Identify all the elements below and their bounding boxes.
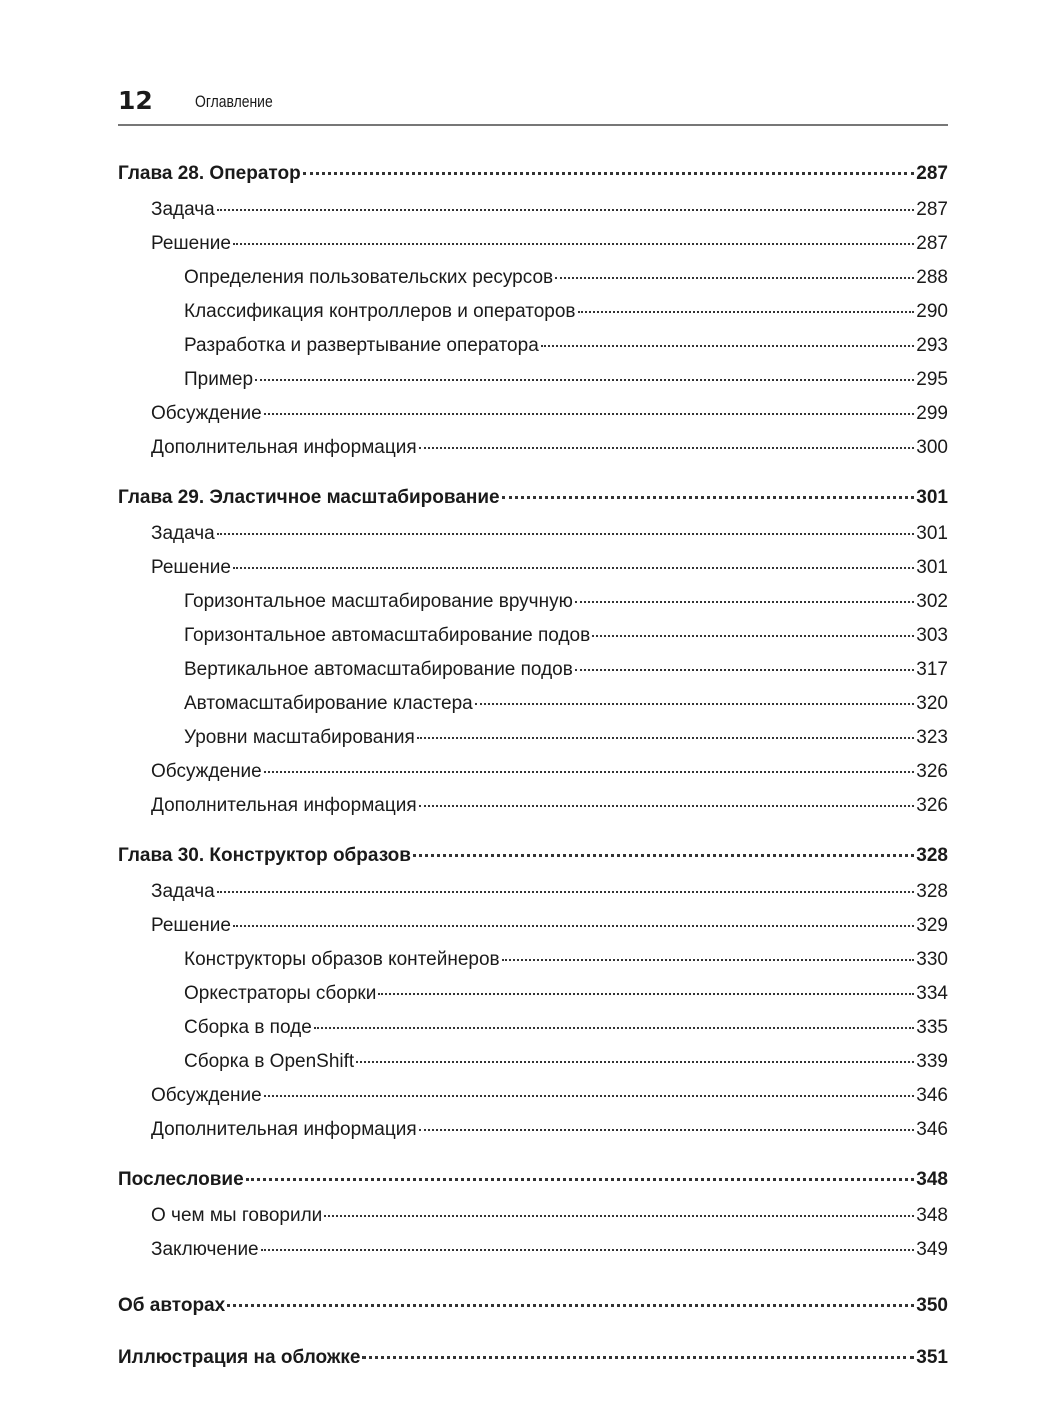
entry-page: 317 [916,659,948,680]
dot-leader [419,1129,915,1131]
toc-chapter-entry[interactable] [118,487,948,523]
toc-section-entry[interactable] [118,369,948,403]
entry-title: О чем мы говорили [151,1205,323,1226]
dot-leader [264,413,915,415]
dot-leader [264,1095,915,1097]
dot-leader [417,737,915,739]
entry-title: Задача [151,881,215,902]
dot-leader [502,959,915,961]
entry-title: Задача [151,523,215,544]
dot-leader [575,669,914,671]
dot-leader [314,1027,915,1029]
toc-section-entry[interactable] [118,915,948,949]
dot-leader [378,993,914,995]
entry-title: Решение [151,915,231,936]
entry-title: Глава 30. Конструктор образов [118,845,411,866]
toc-section-entry[interactable] [118,881,948,915]
dot-leader [303,172,915,175]
toc-section-entry[interactable] [118,625,948,659]
entry-title: Конструкторы образов контейнеров [184,949,500,970]
toc-section-entry[interactable] [118,693,948,727]
entry-page: 348 [916,1169,948,1190]
entry-page: 346 [916,1119,948,1140]
dot-leader [419,805,915,807]
toc-section-entry[interactable] [118,949,948,983]
entry-page: 302 [916,591,948,612]
toc-section-entry[interactable] [118,1085,948,1119]
entry-page: 301 [916,487,948,508]
table-of-contents [118,163,948,1383]
toc-section-entry[interactable] [118,557,948,591]
entry-page: 330 [916,949,948,970]
toc-section-entry[interactable] [118,1239,948,1273]
toc-section-entry[interactable] [118,591,948,625]
entry-page: 303 [916,625,948,646]
entry-title: Сборка в поде [184,1017,312,1038]
entry-page: 328 [916,881,948,902]
dot-leader [233,567,914,569]
entry-title: Иллюстрация на обложке [118,1347,361,1368]
entry-page: 329 [916,915,948,936]
toc-section-entry[interactable] [118,437,948,471]
dot-leader [575,601,914,603]
entry-page: 350 [916,1295,948,1316]
entry-title: Глава 28. Оператор [118,163,301,184]
dot-leader [264,771,915,773]
entry-page: 335 [916,1017,948,1038]
entry-page: 301 [916,557,948,578]
entry-page: 301 [916,523,948,544]
dot-leader [362,1356,914,1359]
dot-leader [233,243,914,245]
entry-title: Решение [151,557,231,578]
dot-leader [419,447,915,449]
toc-section-entry[interactable] [118,659,948,693]
entry-page: 326 [916,761,948,782]
entry-title: Глава 29. Эластичное масштабирование [118,487,500,508]
entry-page: 287 [916,199,948,220]
dot-leader [592,635,914,637]
entry-title: Решение [151,233,231,254]
toc-section-entry[interactable] [118,199,948,233]
toc-section-entry[interactable] [118,795,948,829]
running-header [118,86,948,126]
entry-title: Вертикальное автомасштабирование подов [184,659,573,680]
entry-page: 299 [916,403,948,424]
toc-section-entry[interactable] [118,1017,948,1051]
entry-page: 328 [916,845,948,866]
entry-page: 287 [916,233,948,254]
toc-section-entry[interactable] [118,301,948,335]
toc-section-entry[interactable] [118,335,948,369]
dot-leader [324,1215,914,1217]
toc-chapter-entry[interactable] [118,1295,948,1331]
entry-title: Классификация контроллеров и операторов [184,301,576,322]
dot-leader [555,277,914,279]
entry-page: 346 [916,1085,948,1106]
toc-chapter-entry[interactable] [118,845,948,881]
running-title: Оглавление [195,92,273,111]
entry-page: 326 [916,795,948,816]
dot-leader [413,854,914,857]
toc-section-entry[interactable] [118,267,948,301]
toc-section-entry[interactable] [118,1051,948,1085]
entry-page: 351 [916,1347,948,1368]
entry-title: Дополнительная информация [151,795,417,816]
entry-page: 334 [916,983,948,1004]
entry-page: 300 [916,437,948,458]
toc-chapter-entry[interactable] [118,163,948,199]
entry-title: Определения пользовательских ресурсов [184,267,554,288]
toc-section-entry[interactable] [118,233,948,267]
entry-page: 349 [916,1239,948,1260]
entry-title: Обсуждение [151,761,262,782]
dot-leader [227,1304,914,1307]
entry-title: Заключение [151,1239,259,1260]
toc-section-entry[interactable] [118,403,948,437]
entry-title: Послесловие [118,1169,244,1190]
dot-leader [233,925,914,927]
dot-leader [255,379,914,381]
entry-page: 323 [916,727,948,748]
toc-section-entry[interactable] [118,1119,948,1153]
dot-leader [475,703,915,705]
toc-chapter-entry[interactable] [118,1347,948,1383]
entry-title: Горизонтальное автомасштабирование подов [184,625,591,646]
entry-page: 287 [916,163,948,184]
entry-page: 290 [916,301,948,322]
entry-title: Дополнительная информация [151,437,417,458]
dot-leader [502,496,915,499]
dot-leader [261,1249,915,1251]
entry-title: Задача [151,199,215,220]
entry-page: 320 [916,693,948,714]
dot-leader [578,311,915,313]
toc-section-entry[interactable] [118,523,948,557]
entry-title: Горизонтальное масштабирование вручную [184,591,573,612]
entry-title: Разработка и развертывание оператора [184,335,539,356]
entry-title: Сборка в OpenShift [184,1051,355,1072]
dot-leader [217,891,915,893]
entry-page: 339 [916,1051,948,1072]
entry-title: Уровни масштабирования [184,727,415,748]
toc-section-entry[interactable] [118,761,948,795]
entry-page: 295 [916,369,948,390]
dot-leader [356,1061,914,1063]
entry-page: 348 [916,1205,948,1226]
entry-title: Дополнительная информация [151,1119,417,1140]
dot-leader [541,345,915,347]
dot-leader [246,1178,915,1181]
toc-chapter-entry[interactable] [118,1169,948,1205]
entry-title: Обсуждение [151,1085,262,1106]
dot-leader [217,533,915,535]
entry-title: Пример [184,369,254,390]
entry-title: Автомасштабирование кластера [184,693,473,714]
toc-section-entry[interactable] [118,983,948,1017]
entry-title: Оркестраторы сборки [184,983,377,1004]
toc-section-entry[interactable] [118,727,948,761]
page-number: 12 [118,86,153,115]
entry-page: 293 [916,335,948,356]
toc-section-entry[interactable] [118,1205,948,1239]
entry-page: 288 [916,267,948,288]
entry-title: Обсуждение [151,403,262,424]
dot-leader [217,209,915,211]
entry-title: Об авторах [118,1295,226,1316]
